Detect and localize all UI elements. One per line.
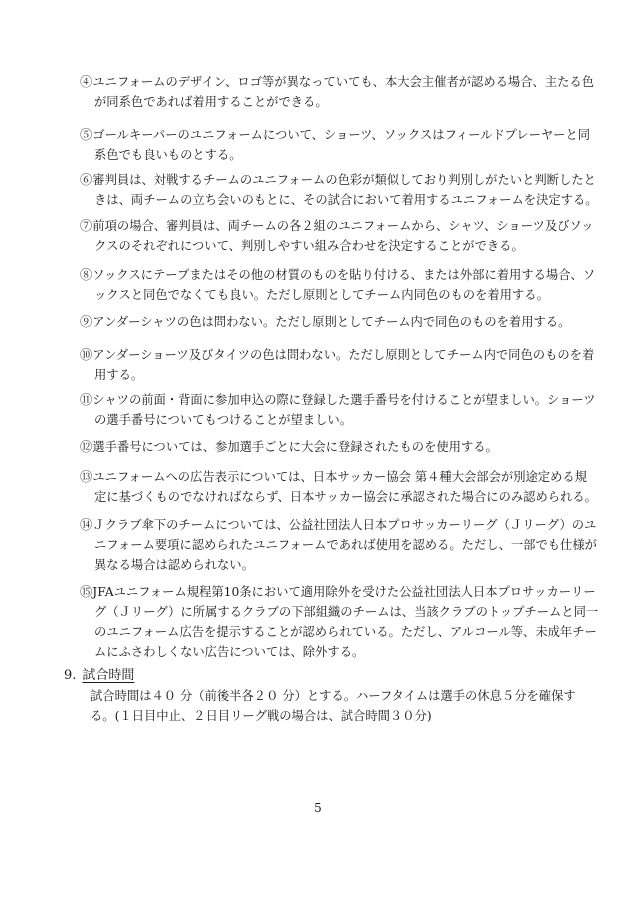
rule-item-8 xyxy=(80,265,596,305)
rule-item-5 xyxy=(80,125,591,165)
section-line: 試合時間は４０ 分（前後半各２０ 分）とする。ハーフタイムは選手の休息５分を確保す xyxy=(90,689,576,703)
rule-line: のユニフォーム広告を提示することが認められている。ただし、アルコール等、未成年チー xyxy=(94,625,597,639)
rule-line: ニフォーム要項に認められたユニフォームであれば使用を認める。ただし、一部でも仕様が xyxy=(94,538,597,552)
rule-item-11 xyxy=(80,390,596,430)
rule-line: 定に基づくものでなければならず、日本サッカー協会に承認された場合にのみ認められる。 xyxy=(94,490,597,504)
rule-item-10 xyxy=(80,345,595,385)
rule-line: ⑩アンダーショーツ及びタイツの色は問わない。ただし原則としてチーム内で同色のものを着 xyxy=(80,348,595,362)
rule-line: 系色でも良いものとする。 xyxy=(94,148,242,162)
rule-line: ④ユニフォームのデザイン、ロゴ等が異なっていても、本大会主催者が認める場合、主たる色 xyxy=(80,75,595,89)
rule-line: ⑨アンダーシャツの色は問わない。ただし原則としてチーム内で同色のものを着用する。 xyxy=(80,315,571,329)
section-number: 9. xyxy=(64,668,77,683)
rule-item-9 xyxy=(80,312,571,332)
section-body xyxy=(90,686,576,726)
rule-line: ⑭Ｊクラブ傘下のチームについては、公益社団法人日本プロサッカーリーグ（Ｊリーグ）のユ xyxy=(80,518,597,532)
rule-line: ⑥審判員は、対戦するチームのユニフォームの色彩が類似しており判別しがたいと判断したと xyxy=(80,173,596,187)
rule-line: ⑮JFAユニフォーム規程第10条において適用除外を受けた公益社団法人日本プロサッカーリー xyxy=(80,585,596,599)
rule-item-6 xyxy=(80,170,598,210)
rule-line: 異なる場合は認められない。 xyxy=(94,558,254,572)
page-number: 5 xyxy=(314,801,322,815)
rule-item-14 xyxy=(80,515,597,575)
rule-item-7 xyxy=(80,216,594,256)
rule-line: ⑧ソックスにテープまたはその他の材質のものを貼り付ける、または外部に着用する場合、ソ xyxy=(80,268,596,282)
rule-line: ⑪シャツの前面・背面に参加申込の際に登録した選手番号を付けることが望ましい。ショーツ xyxy=(80,393,596,407)
section-line: る。(１日目中止、２日目リーグ戦の場合は、試合時間３０分) xyxy=(90,709,432,723)
rule-line: きは、両チームの立ち会いのもとに、その試合において着用するユニフォームを決定する。 xyxy=(94,193,598,207)
rule-line: ⑦前項の場合、審判員は、両チームの各２組のユニフォームから、シャツ、ショーツ及びソッ xyxy=(80,219,594,233)
section-heading xyxy=(64,666,134,686)
rule-line: グ（Ｊリーグ）に所属するクラブの下部組織のチームは、当該クラブのトップチームと同一 xyxy=(94,605,599,619)
rule-line: ⑬ユニフォームへの広告表示については、日本サッカー協会 第４種大会部会が別途定める規 xyxy=(80,470,587,484)
rule-line: ⑫選手番号については、参加選手ごとに大会に登録されたものを使用する。 xyxy=(80,440,498,454)
rule-item-13 xyxy=(80,467,597,507)
rule-line: ⑤ゴールキーパーのユニフォームについて、ショーツ、ソックスはフィールドプレーヤーと同 xyxy=(80,128,591,142)
rule-line: ムにふさわしくない広告については、除外する。 xyxy=(94,645,365,659)
rule-line: の選手番号についてもつけることが望ましい。 xyxy=(94,413,352,427)
rule-line: 用する。 xyxy=(94,368,144,382)
rule-line: ックスと同色でなくても良い。ただし原則としてチーム内同色のものを着用する。 xyxy=(94,288,549,302)
rule-item-12 xyxy=(80,437,558,457)
section-title: 試合時間 xyxy=(82,668,135,683)
rule-item-15 xyxy=(80,582,599,662)
rule-item-4 xyxy=(80,72,595,112)
rule-line: が同系色であれば着用することができる。 xyxy=(94,95,328,109)
rule-line: クスのそれぞれについて、判別しやすい組み合わせを決定することができる。 xyxy=(94,239,524,253)
